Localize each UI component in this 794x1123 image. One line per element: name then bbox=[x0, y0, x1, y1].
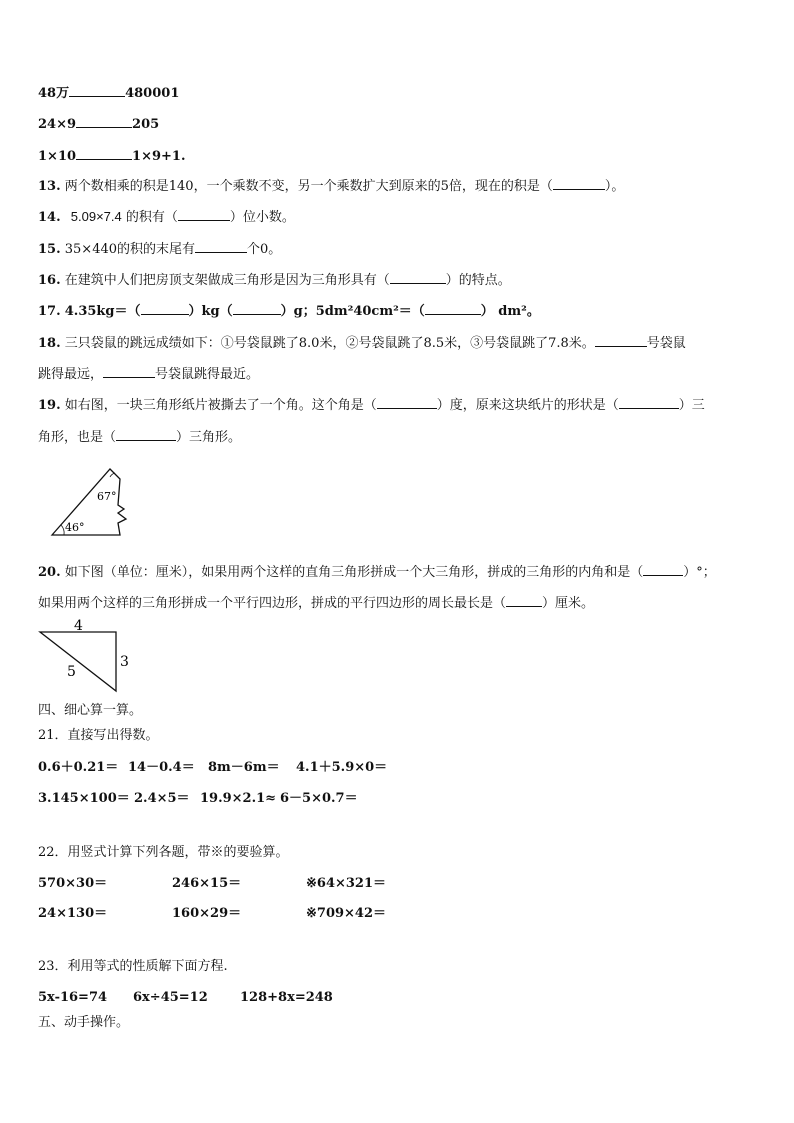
question-text: 三只袋鼠的跳远成绩如下：①号袋鼠跳了8.0米，②号袋鼠跳了8.5米，③号袋鼠跳了7.8米。 bbox=[64, 336, 595, 351]
question-text: ） dm²。 bbox=[480, 304, 540, 319]
question-number: 20. bbox=[38, 565, 61, 580]
answer-blank[interactable] bbox=[425, 302, 481, 315]
calc-item: 8m－6m＝ bbox=[208, 760, 280, 775]
equation-item: 128+8x=248 bbox=[240, 990, 333, 1005]
answer-blank[interactable] bbox=[76, 147, 132, 160]
calc-item: 4.1＋5.9×0＝ bbox=[296, 760, 388, 775]
question-18-line-1 bbox=[38, 334, 686, 352]
question-text: ）三 bbox=[678, 398, 705, 413]
question-text: ）°； bbox=[683, 565, 716, 580]
side-label: 4 bbox=[74, 618, 83, 634]
equation-item: 5x-16=74 bbox=[38, 990, 108, 1005]
compare-row-1 bbox=[38, 84, 179, 102]
calc-item: 6－5×0.7＝ bbox=[280, 791, 358, 806]
question-tail: ）。 bbox=[604, 179, 625, 194]
question-15 bbox=[38, 240, 281, 258]
compare-right: 205 bbox=[132, 117, 160, 132]
question-tail: ）的特点。 bbox=[445, 273, 511, 288]
answer-blank[interactable] bbox=[178, 208, 230, 221]
calc-item: 3.145×100＝ bbox=[38, 791, 130, 806]
compare-right: 1×9+1. bbox=[132, 149, 186, 164]
answer-blank[interactable] bbox=[390, 271, 446, 284]
question-text: 角形，也是（ bbox=[38, 430, 117, 445]
calc-item: 0.6＋0.21＝ bbox=[38, 760, 119, 775]
calc-item: 246×15＝ bbox=[172, 876, 242, 891]
question-number: 13. bbox=[38, 179, 61, 194]
calc-item: 19.9×2.1≈ bbox=[200, 791, 277, 806]
calc-item: ※709×42＝ bbox=[306, 906, 387, 921]
answer-blank[interactable] bbox=[595, 334, 647, 347]
question-19-line-1 bbox=[38, 396, 705, 414]
question-text: ）g；5dm²40cm²＝（ bbox=[280, 304, 425, 319]
question-number: 16. bbox=[38, 273, 61, 288]
compare-left: 24×9 bbox=[38, 117, 77, 132]
question-text: 如右图，一块三角形纸片被撕去了一个角。这个角是（ bbox=[64, 398, 377, 413]
question-tail: ）位小数。 bbox=[229, 210, 295, 225]
equation-item: 6x÷45=12 bbox=[133, 990, 208, 1005]
answer-blank[interactable] bbox=[195, 240, 247, 253]
question-17 bbox=[38, 302, 540, 320]
question-text: ）度，原来这块纸片的形状是（ bbox=[436, 398, 619, 413]
question-text: 号袋鼠 bbox=[646, 336, 686, 351]
answer-blank[interactable] bbox=[377, 396, 437, 409]
question-text: 如果用两个这样的三角形拼成一个平行四边形，拼成的平行四边形的周长最长是（ bbox=[38, 596, 507, 611]
section-heading: 五、动手操作。 bbox=[38, 1015, 130, 1030]
compare-right: 480001 bbox=[125, 86, 180, 101]
question-text: ）三角形。 bbox=[176, 430, 242, 445]
calc-item: ※64×321＝ bbox=[306, 876, 387, 891]
question-20-line-2 bbox=[38, 594, 594, 612]
calc-item: 14－0.4＝ bbox=[128, 760, 195, 775]
compare-row-2 bbox=[38, 115, 159, 133]
answer-blank[interactable] bbox=[553, 177, 605, 190]
answer-blank[interactable] bbox=[76, 115, 132, 128]
answer-blank[interactable] bbox=[619, 396, 679, 409]
angle-label: 67° bbox=[97, 490, 117, 503]
answer-blank[interactable] bbox=[103, 365, 155, 378]
question-text: 两个数相乘的积是140，一个乘数不变，另一个乘数扩大到原来的5倍，现在的积是（ bbox=[64, 179, 553, 194]
question-text: 号袋鼠跳得最近。 bbox=[155, 367, 260, 382]
question-14 bbox=[38, 208, 295, 226]
compare-left: 1×10 bbox=[38, 149, 77, 164]
question-16 bbox=[38, 271, 511, 289]
question-text: ）厘米。 bbox=[542, 596, 595, 611]
answer-blank[interactable] bbox=[506, 594, 542, 607]
angle-label: 46° bbox=[65, 521, 85, 534]
calc-item: 570×30＝ bbox=[38, 876, 108, 891]
answer-blank[interactable] bbox=[643, 563, 683, 576]
question-number: 19. bbox=[38, 398, 61, 413]
math-expression: 5.09×7.4 bbox=[70, 209, 122, 224]
question-19-line-2 bbox=[38, 428, 241, 446]
question-number: 14. bbox=[38, 210, 61, 225]
question-text: 在建筑中人们把房顶支架做成三角形是因为三角形具有（ bbox=[64, 273, 390, 288]
question-text: 的积有（ bbox=[125, 210, 178, 225]
calc-item: 160×29＝ bbox=[172, 906, 242, 921]
torn-triangle-figure bbox=[48, 465, 138, 540]
question-text: 如下图（单位：厘米），如果用两个这样的直角三角形拼成一个大三角形，拼成的三角形的内角和是（ bbox=[64, 565, 644, 580]
question-text: 跳得最远， bbox=[38, 367, 104, 382]
side-label: 3 bbox=[120, 654, 129, 670]
question-text: ）kg（ bbox=[188, 304, 233, 319]
question-text: 4.35kg＝（ bbox=[64, 304, 141, 319]
question-number: 17. bbox=[38, 304, 61, 319]
answer-blank[interactable] bbox=[141, 302, 189, 315]
answer-blank[interactable] bbox=[69, 84, 125, 97]
question-number: 15. bbox=[38, 242, 61, 257]
question-13 bbox=[38, 177, 624, 195]
answer-blank[interactable] bbox=[233, 302, 281, 315]
compare-left: 48万 bbox=[38, 86, 70, 101]
compare-row-3 bbox=[38, 147, 185, 165]
question-tail: 个0。 bbox=[247, 242, 282, 257]
answer-blank[interactable] bbox=[116, 428, 176, 441]
right-triangle-figure bbox=[34, 618, 134, 696]
calc-item: 24×130＝ bbox=[38, 906, 108, 921]
question-text: 35×440的积的末尾有 bbox=[64, 242, 196, 257]
calc-item: 2.4×5＝ bbox=[134, 791, 190, 806]
side-label: 5 bbox=[67, 664, 76, 680]
question-number: 18. bbox=[38, 336, 61, 351]
question-22-title: 22．用竖式计算下列各题，带※的要验算。 bbox=[38, 845, 289, 860]
question-20-line-1 bbox=[38, 563, 716, 581]
question-23-title: 23．利用等式的性质解下面方程. bbox=[38, 959, 228, 974]
question-18-line-2 bbox=[38, 365, 259, 383]
section-heading: 四、细心算一算。 bbox=[38, 703, 143, 718]
question-21-title: 21．直接写出得数。 bbox=[38, 728, 159, 743]
